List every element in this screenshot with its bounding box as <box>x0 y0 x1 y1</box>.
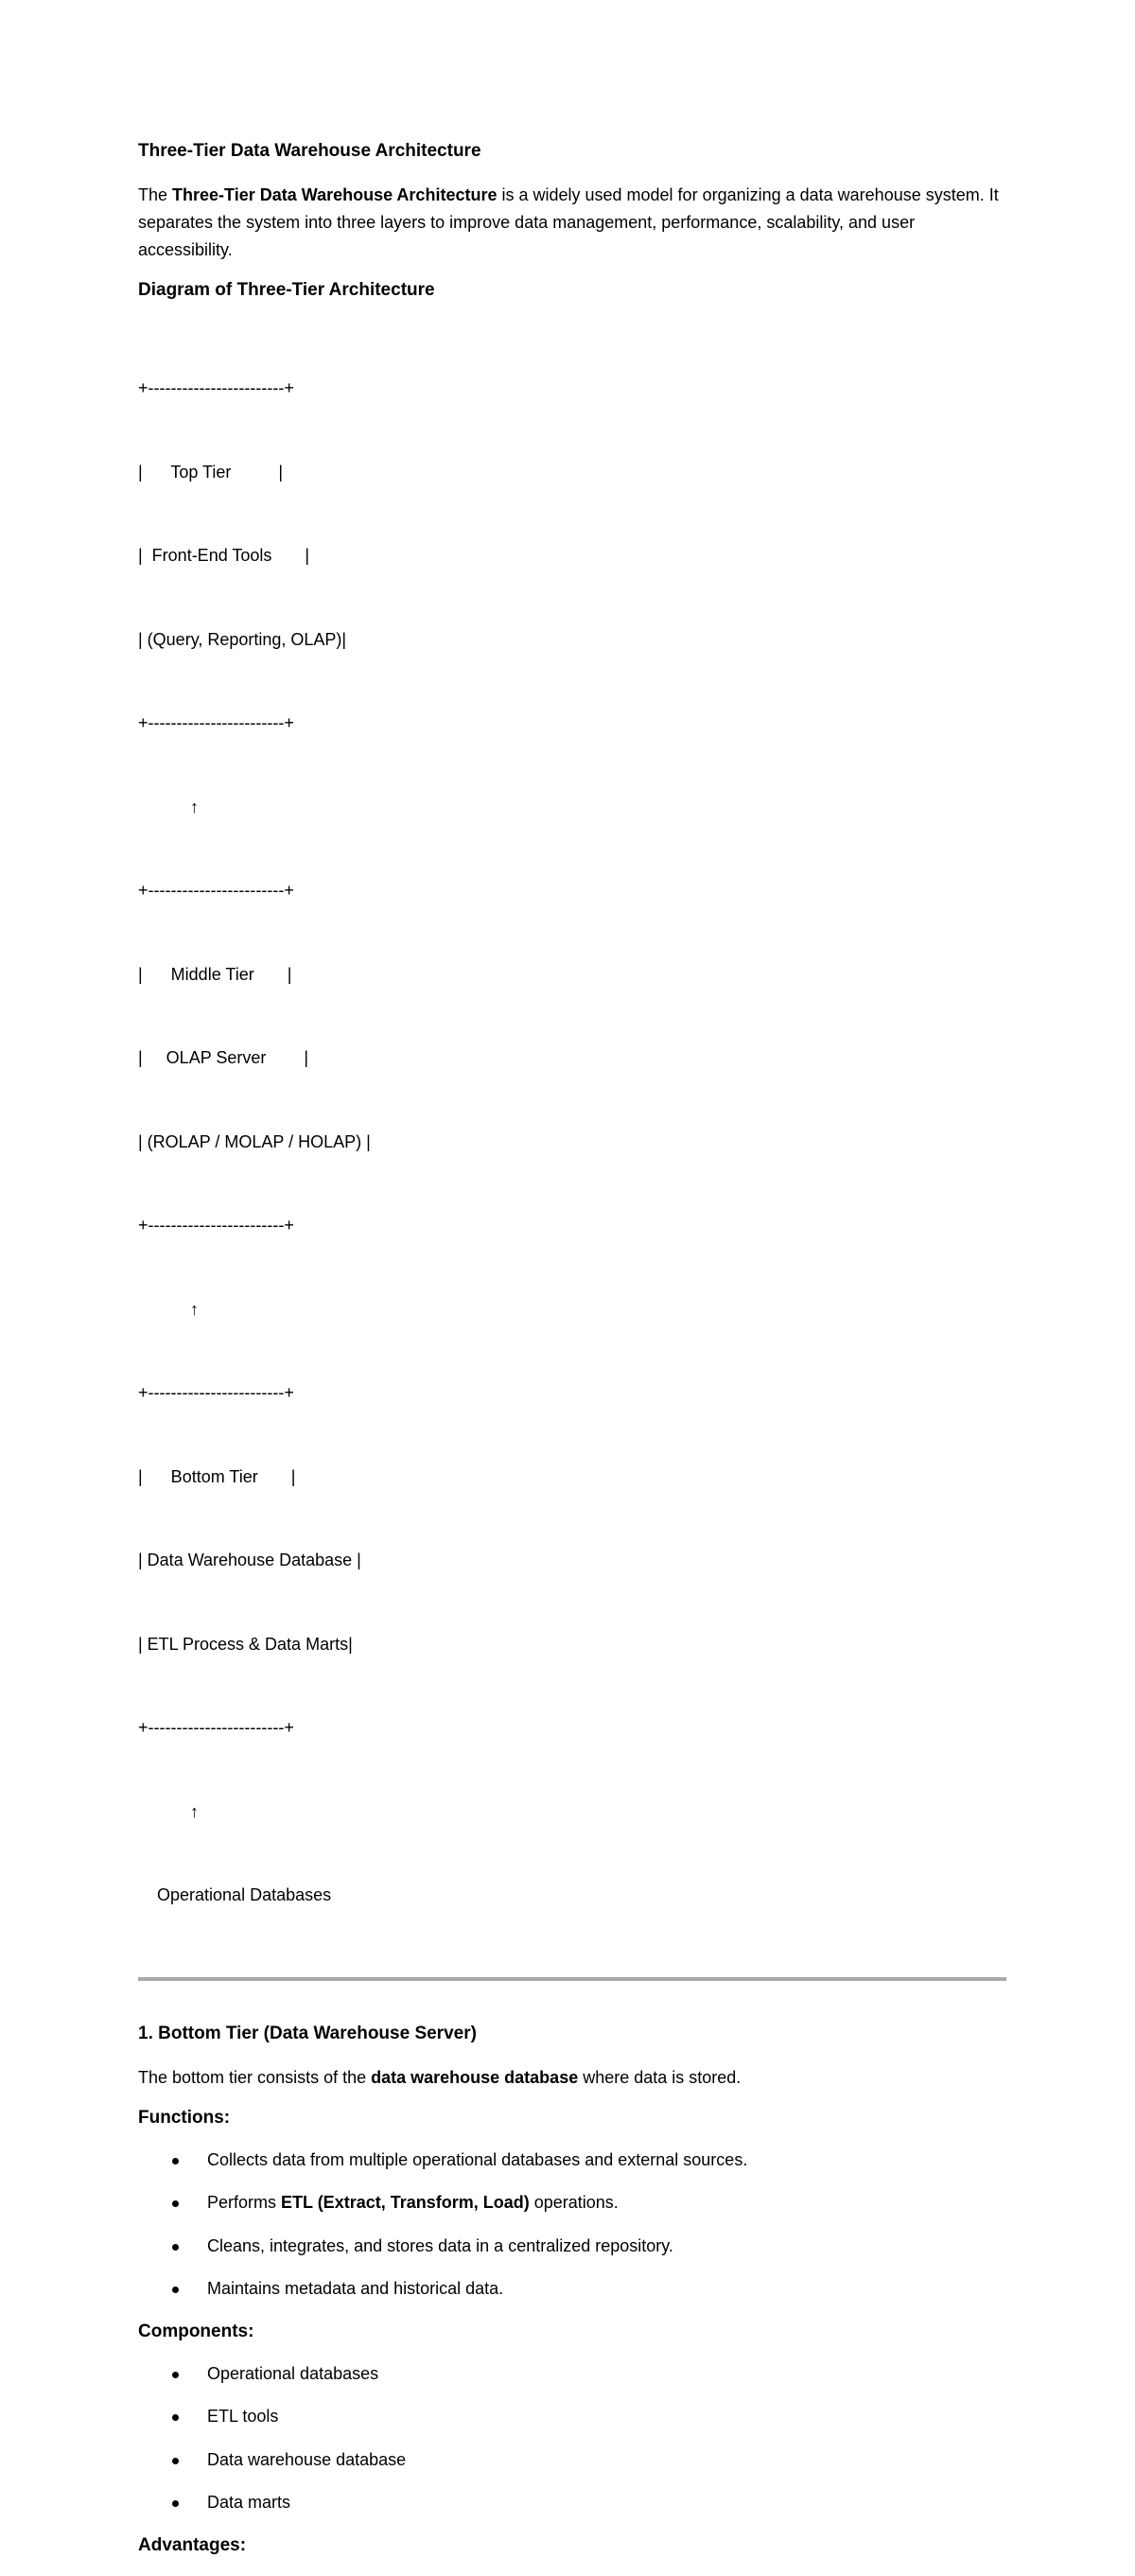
diagram-line: +------------------------+ <box>138 1383 294 1402</box>
list-item-text: ETL tools <box>207 2407 279 2426</box>
list-item-text: Maintains metadata and historical data. <box>207 2279 504 2298</box>
diagram-line: +------------------------+ <box>138 1718 294 1737</box>
list-item-text: Collects data from multiple operational databases and external sources. <box>207 2149 748 2169</box>
diagram-line: Operational Databases <box>138 1885 332 1904</box>
diagram-heading: Diagram of Three-Tier Architecture <box>138 280 435 300</box>
diagram-arrow: ↑ <box>138 797 200 816</box>
diagram-line: | Front-End Tools | <box>138 546 310 565</box>
diagram-line: | Data Warehouse Database | <box>138 1551 361 1569</box>
intro-prefix: The <box>138 185 173 204</box>
diagram-line: +------------------------+ <box>138 1216 294 1235</box>
bullet-icon <box>172 2244 179 2251</box>
bullet-icon <box>172 2372 179 2378</box>
diagram-line: | (ROLAP / MOLAP / HOLAP) | <box>138 1131 371 1151</box>
bullet-icon <box>172 2500 179 2507</box>
intro-paragraph <box>138 182 1008 264</box>
list-item <box>138 2405 1008 2427</box>
list-item <box>138 2277 1008 2300</box>
list-item <box>138 2191 1008 2214</box>
bullet-icon <box>172 2287 179 2293</box>
list-item <box>138 2148 1008 2171</box>
functions-list <box>138 2148 1008 2301</box>
diagram-arrow: ↑ <box>138 1299 200 1319</box>
components-list <box>138 2362 1008 2515</box>
diagram-arrow: ↑ <box>138 1801 200 1821</box>
list-item-text: Cleans, integrates, and stores data in a centralized repository. <box>207 2235 673 2255</box>
bullet-icon <box>172 2458 179 2464</box>
desc-bold-term: data warehouse database <box>371 2067 579 2087</box>
diagram-line: | Top Tier | <box>138 462 284 482</box>
diagram-line: | Middle Tier | <box>138 964 292 984</box>
list-item-text: Data marts <box>207 2493 291 2512</box>
section-heading-bottom-tier: 1. Bottom Tier (Data Warehouse Server) <box>138 2023 477 2043</box>
desc-suffix: where data is stored. <box>578 2067 742 2087</box>
document-body <box>138 140 1008 2576</box>
list-item <box>138 2491 1008 2514</box>
list-item <box>138 2362 1008 2385</box>
diagram-line: | (Query, Reporting, OLAP)| <box>138 629 347 649</box>
document-title: Three-Tier Data Warehouse Architecture <box>138 141 481 161</box>
intro-suffix: is a widely used model for organizing a data warehouse system. It separates the system into three layers to improve data management, performance, scalability, and user accessibility. <box>138 185 999 259</box>
functions-label: Functions: <box>138 2107 231 2128</box>
diagram-line: +------------------------+ <box>138 881 294 900</box>
bullet-icon <box>172 2158 179 2164</box>
bottom-tier-description <box>138 2064 1008 2092</box>
list-item <box>138 2234 1008 2257</box>
diagram-line: | ETL Process & Data Marts| <box>138 1634 353 1654</box>
advantages-label: Advantages: <box>138 2534 247 2555</box>
intro-bold-term: Three-Tier Data Warehouse Architecture <box>172 185 498 204</box>
list-item-bold: ETL (Extract, Transform, Load) <box>281 2193 530 2212</box>
diagram-line: +------------------------+ <box>138 378 294 397</box>
diagram-line: | Bottom Tier | <box>138 1466 296 1486</box>
list-item-text: Operational databases <box>207 2363 379 2383</box>
list-item-text: Data warehouse database <box>207 2449 407 2469</box>
list-item <box>138 2448 1008 2471</box>
bullet-icon <box>172 2200 179 2207</box>
diagram-line: | OLAP Server | <box>138 1048 309 1067</box>
desc-prefix: The bottom tier consists of the <box>138 2067 372 2087</box>
horizontal-rule <box>138 1977 1006 1981</box>
list-item-suffix: operations. <box>529 2193 619 2212</box>
ascii-diagram <box>138 319 1008 1966</box>
bullet-icon <box>172 2414 179 2421</box>
list-item-text: Performs <box>207 2193 282 2212</box>
components-label: Components: <box>138 2321 254 2341</box>
diagram-line: +------------------------+ <box>138 713 294 732</box>
